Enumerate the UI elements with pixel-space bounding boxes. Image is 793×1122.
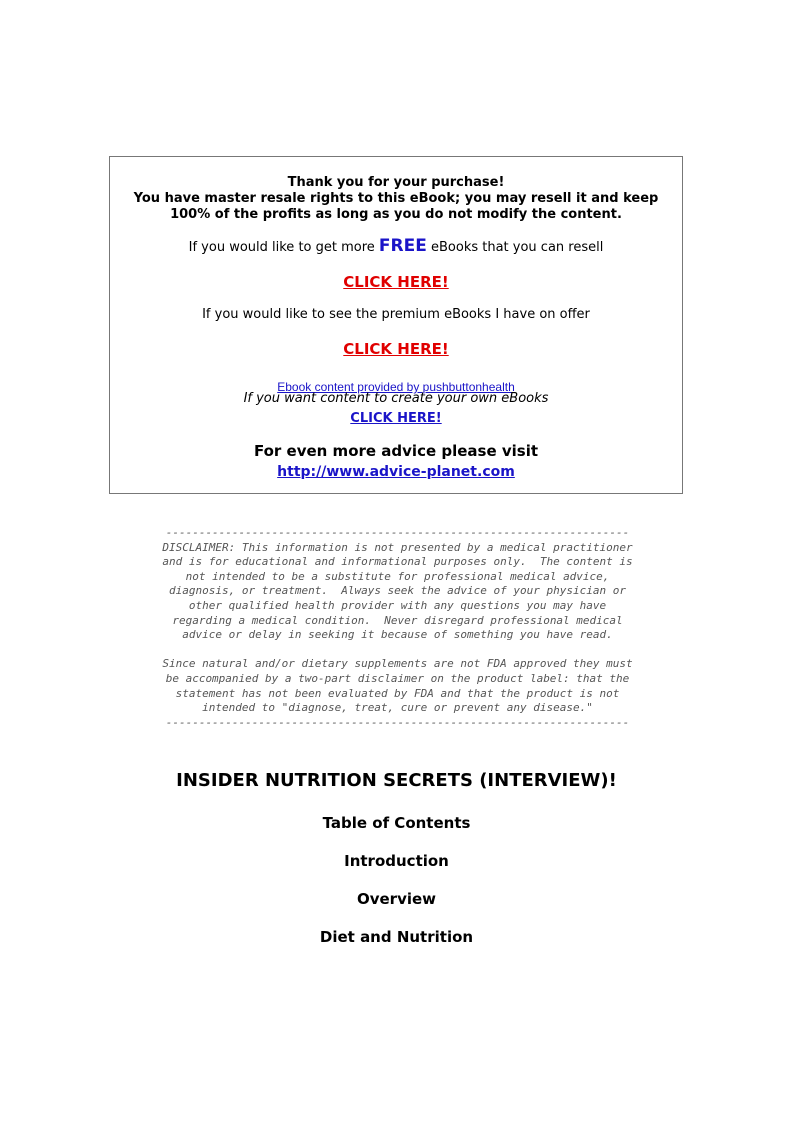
disclaimer-line: not intended to be a substitute for professional medical advice, <box>185 569 610 583</box>
click-here-content-link[interactable]: CLICK HERE! <box>350 411 442 426</box>
promo-box <box>109 156 683 494</box>
advice-text: For even more advice please visit <box>253 442 539 460</box>
thank-you-text: Thank you for your purchase! <box>287 175 505 190</box>
toc-item-diet-nutrition: Diet and Nutrition <box>319 928 474 946</box>
resale-rights-line-1: You have master resale rights to this eBook; you may resell it and keep <box>133 191 659 206</box>
free-word: FREE <box>378 236 427 256</box>
disclaimer-line: intended to "diagnose, treat, cure or prevent any disease." <box>202 701 593 715</box>
disclaimer-block <box>110 526 685 730</box>
disclaimer-line: regarding a medical condition. Never disregard professional medical <box>172 613 623 627</box>
advice-planet-link[interactable]: http://www.advice-planet.com <box>277 464 515 480</box>
disclaimer-line: Since natural and/or dietary supplements are not FDA approved they must <box>162 657 633 671</box>
free-prefix: If you would like to get more <box>188 240 379 255</box>
disclaimer-line: ---------------------------------------------------------------------- <box>165 526 630 539</box>
premium-ebooks-text: If you would like to see the premium eBooks I have on offer <box>202 307 590 322</box>
free-ebooks-text <box>110 236 682 256</box>
main-title: INSIDER NUTRITION SECRETS (INTERVIEW)! <box>176 770 617 791</box>
free-suffix: eBooks that you can resell <box>426 240 604 255</box>
disclaimer-line: ---------------------------------------------------------------------- <box>165 715 630 729</box>
disclaimer-line: and is for educational and informational purposes only. The content is <box>162 555 633 569</box>
toc-item-overview: Overview <box>356 890 437 908</box>
toc-heading: Table of Contents <box>322 814 471 832</box>
resale-rights-line-2: 100% of the profits as long as you do not modify the content. <box>170 207 622 222</box>
toc-item-introduction: Introduction <box>344 852 449 870</box>
disclaimer-line: diagnosis, or treatment. Always seek the advice of your physician or <box>169 584 626 598</box>
disclaimer-line: DISCLAIMER: This information is not presented by a medical practitioner <box>162 540 633 554</box>
own-content-text: If you want content to create your own eBooks <box>243 391 549 406</box>
ebook-content-link[interactable]: Ebook content provided by pushbuttonhealth <box>277 380 515 394</box>
click-here-free-link[interactable]: CLICK HERE! <box>343 273 449 291</box>
click-here-premium-link[interactable]: CLICK HERE! <box>343 340 449 358</box>
disclaimer-line <box>110 643 685 658</box>
disclaimer-line: statement has not been evaluated by FDA and that the product is not <box>175 686 620 700</box>
disclaimer-line: advice or delay in seeking it because of something you have read. <box>182 628 613 642</box>
disclaimer-line: other qualified health provider with any questions you may have <box>188 598 607 612</box>
disclaimer-line: be accompanied by a two-part disclaimer on the product label: that the <box>165 671 630 685</box>
